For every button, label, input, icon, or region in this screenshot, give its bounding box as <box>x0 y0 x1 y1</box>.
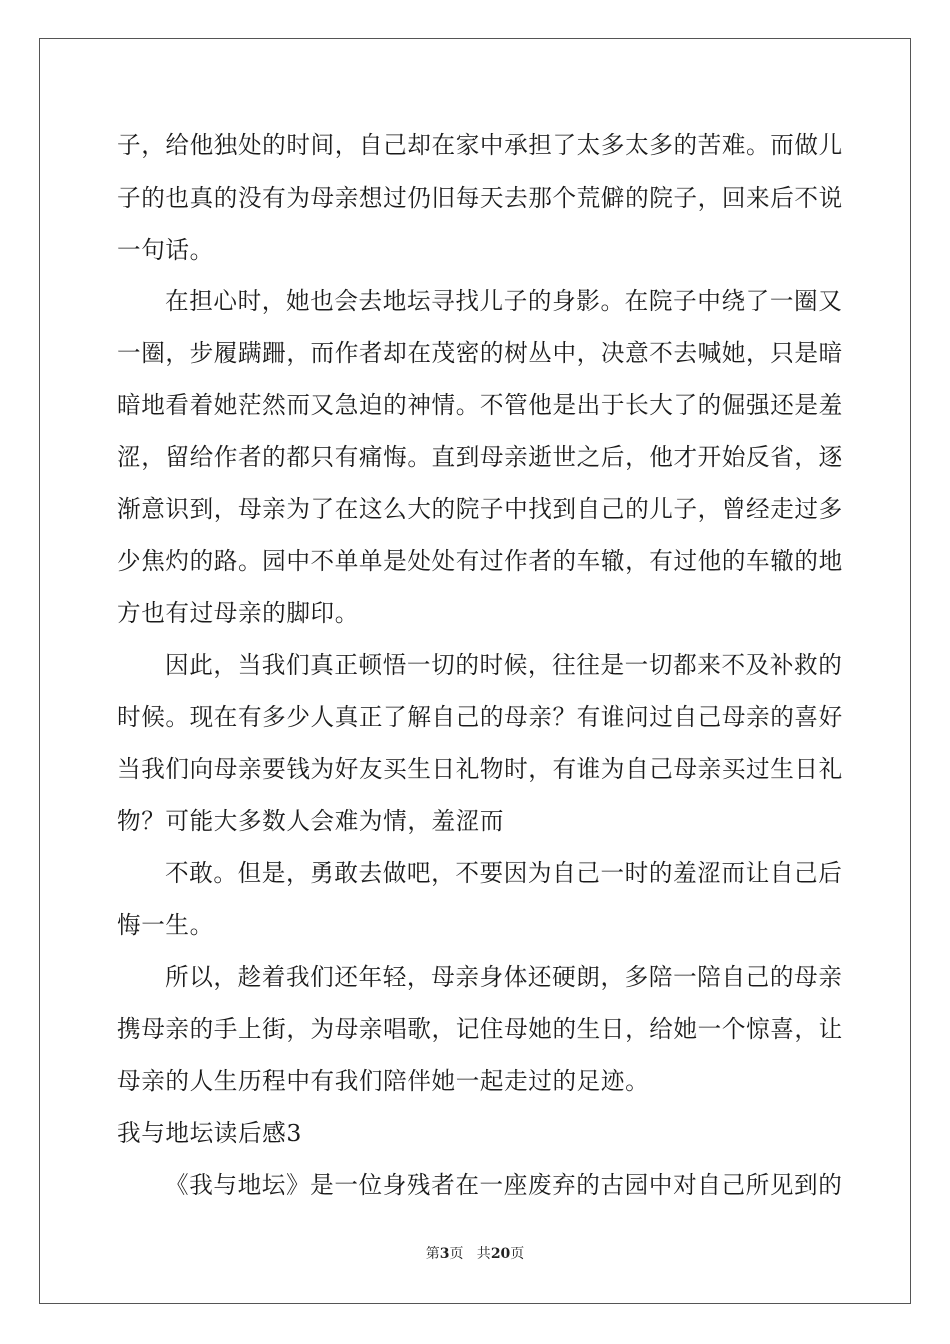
text-line: 携母亲的手上街，为母亲唱歌，记住母她的生日，给她一个惊喜，让 <box>117 1015 843 1043</box>
paragraph-first-line: 在担心时，她也会去地坛寻找儿子的身影。在院子中绕了一圈又 <box>165 287 843 315</box>
current-page-number: 3 <box>439 1246 450 1262</box>
footer-middle: 页 共 <box>449 1246 491 1262</box>
text-line: 少焦灼的路。园中不单单是处处有过作者的车辙，有过他的车辙的地 <box>117 547 843 575</box>
text-line: 当我们向母亲要钱为好友买生日礼物时，有谁为自己母亲买过生日礼 <box>117 755 843 783</box>
section-heading: 我与地坛读后感3 <box>117 1119 302 1147</box>
footer-prefix: 第 <box>425 1246 440 1262</box>
text-line: 方也有过母亲的脚印。 <box>117 599 359 627</box>
text-line: 一句话。 <box>117 236 214 264</box>
paragraph-first-line: 所以，趁着我们还年轻，母亲身体还硬朗，多陪一陪自己的母亲 <box>165 963 843 991</box>
text-line: 子，给他独处的时间，自己却在家中承担了太多太多的苦难。而做儿 <box>117 131 843 159</box>
text-line: 物？可能大多数人会难为情，羞涩而 <box>117 807 505 835</box>
total-page-count: 20 <box>490 1246 511 1262</box>
text-line: 暗地看着她茫然而又急迫的神情。不管他是出于长大了的倔强还是羞 <box>117 391 843 419</box>
paragraph-first-line: 《我与地坛》是一位身残者在一座废弃的古园中对自己所见到的 <box>165 1171 843 1199</box>
text-line: 子的也真的没有为母亲想过仍旧每天去那个荒僻的院子，回来后不说 <box>117 184 843 212</box>
text-line: 悔一生。 <box>117 911 214 939</box>
text-line: 一圈，步履蹒跚，而作者却在茂密的树丛中，决意不去喊她，只是暗 <box>117 339 843 367</box>
text-line: 渐意识到，母亲为了在这么大的院子中找到自己的儿子，曾经走过多 <box>117 495 843 523</box>
text-line: 时候。现在有多少人真正了解自己的母亲？有谁问过自己母亲的喜好 <box>117 703 843 731</box>
text-line: 涩，留给作者的都只有痛悔。直到母亲逝世之后，他才开始反省，逐 <box>117 443 843 471</box>
paragraph-first-line: 不敢。但是，勇敢去做吧，不要因为自己一时的羞涩而让自己后 <box>165 859 843 887</box>
page-footer <box>0 1244 950 1264</box>
footer-suffix: 页 <box>510 1246 525 1262</box>
paragraph-first-line: 因此，当我们真正顿悟一切的时候，往往是一切都来不及补救的 <box>165 651 843 679</box>
text-line: 母亲的人生历程中有我们陪伴她一起走过的足迹。 <box>117 1067 650 1095</box>
